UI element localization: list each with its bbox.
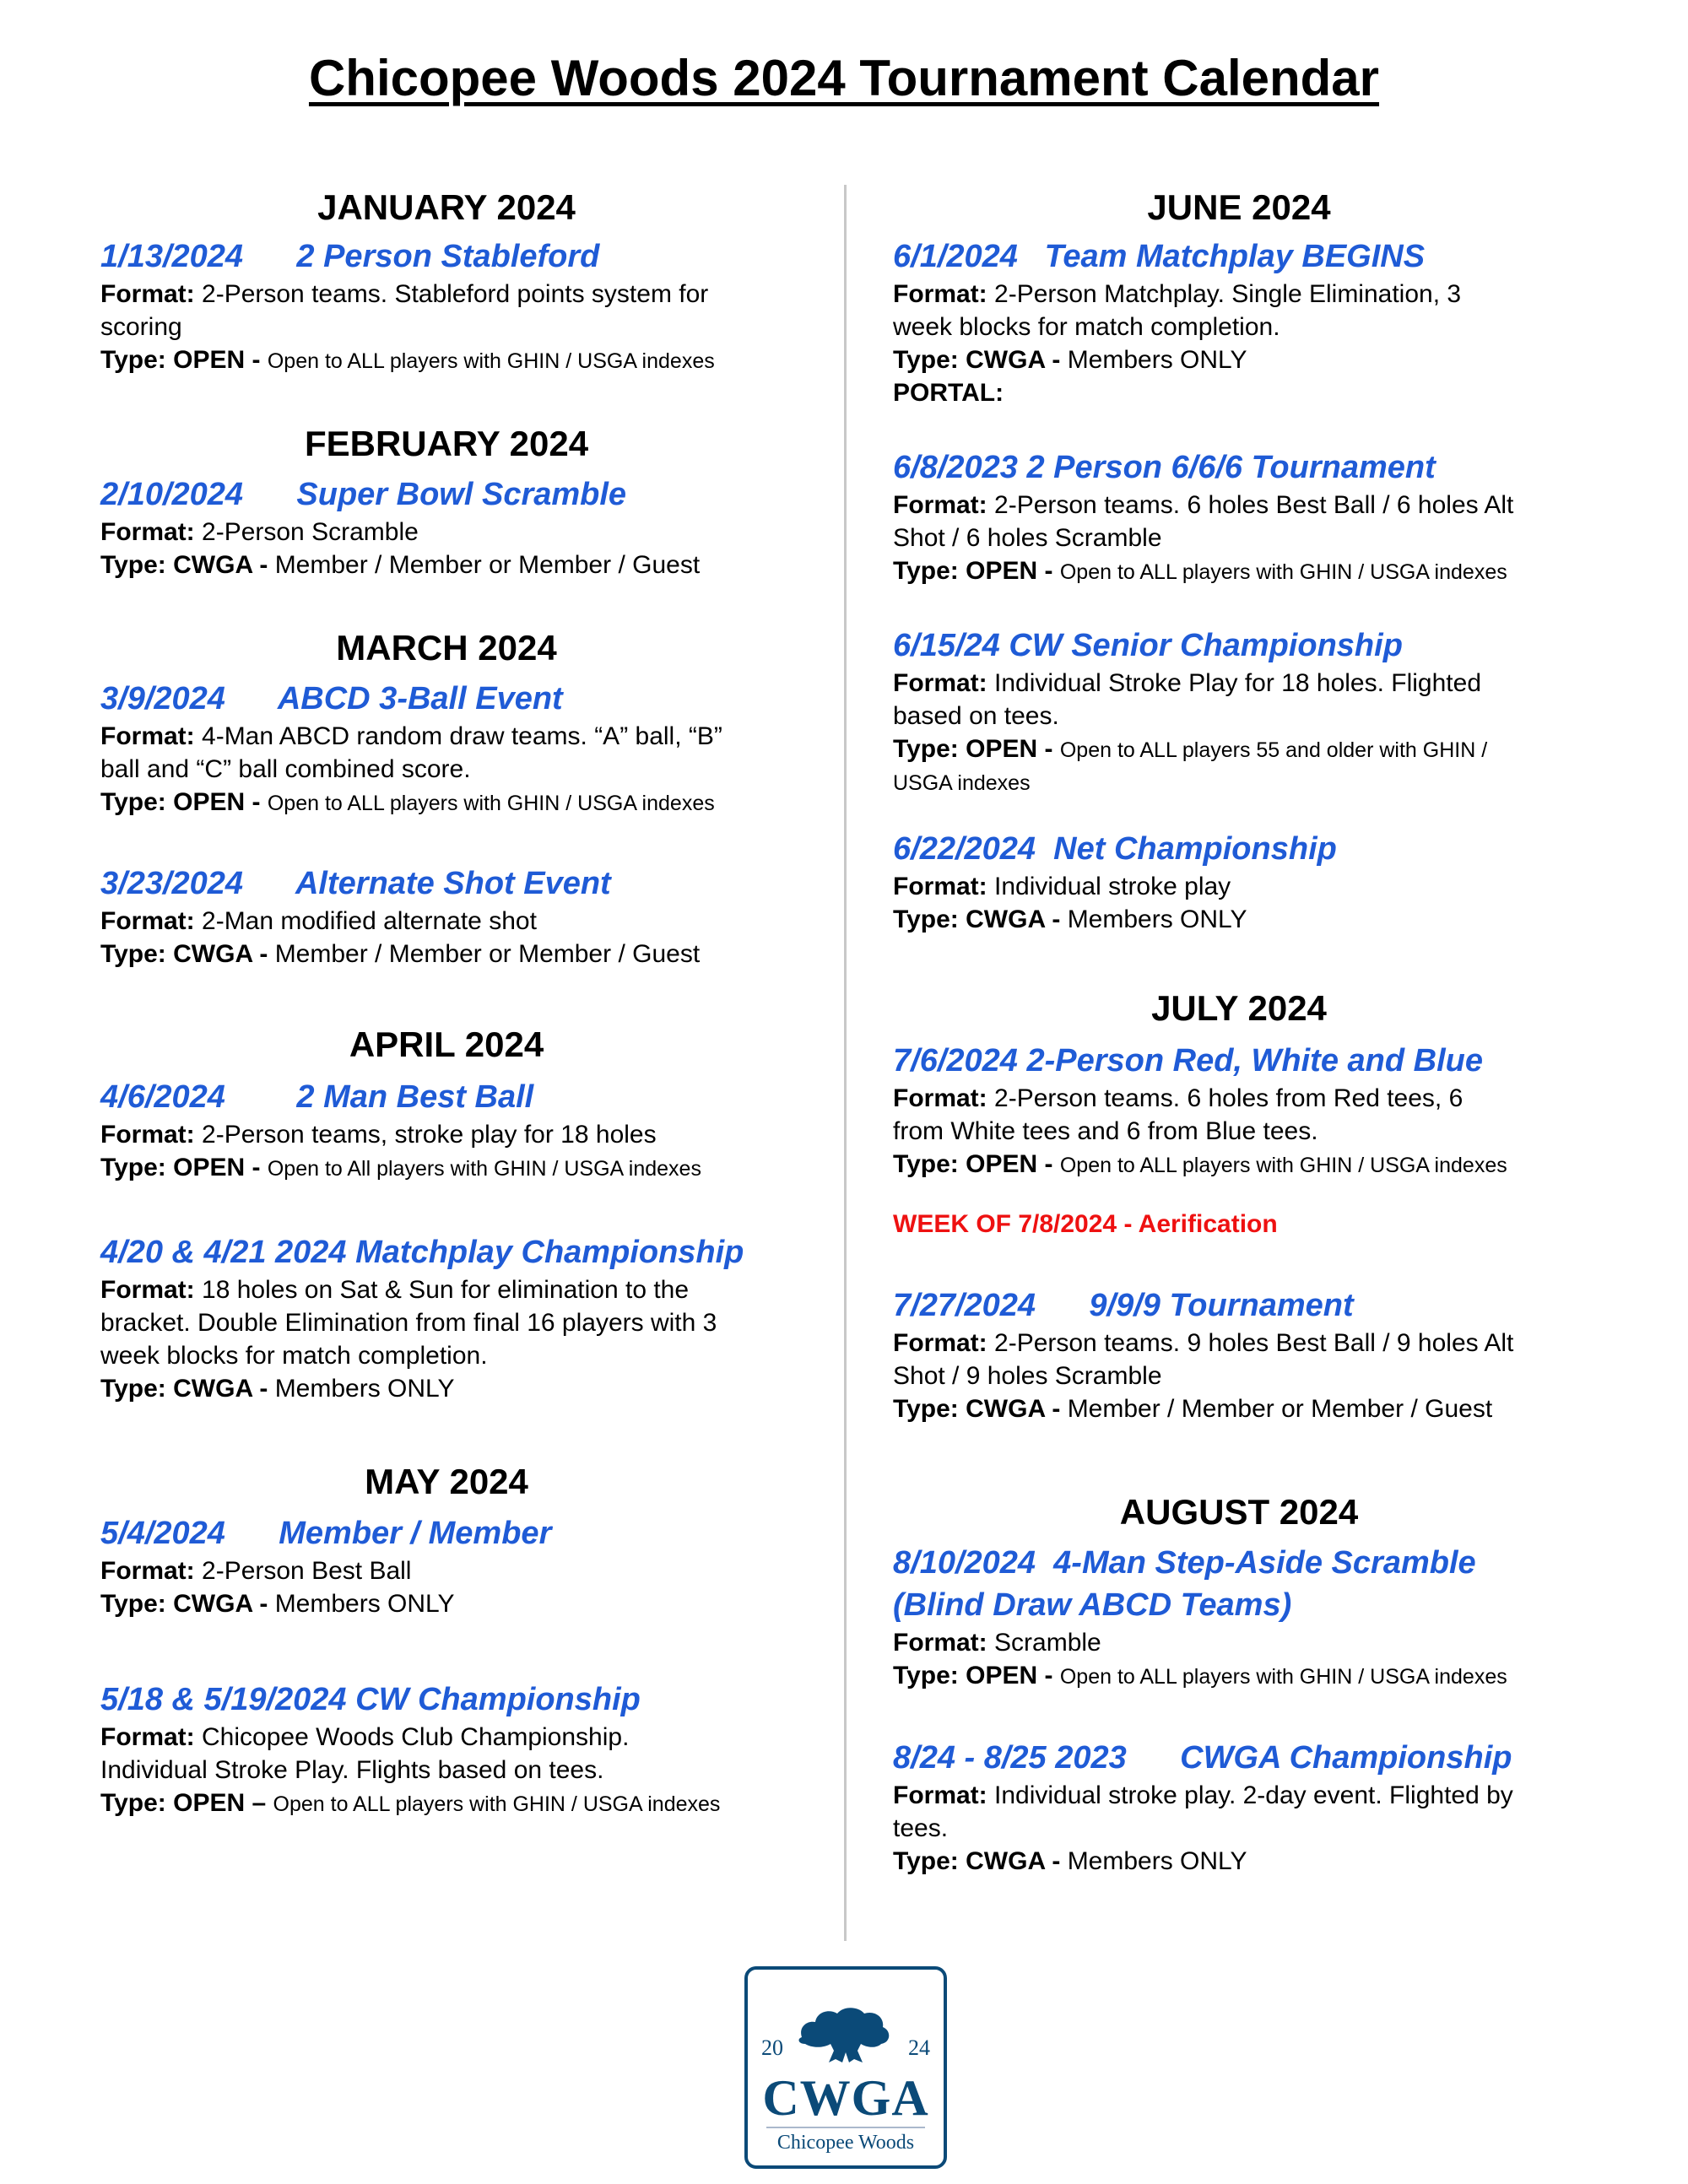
format-line <box>893 1626 1593 1659</box>
format-line <box>893 522 1593 554</box>
event-title: 6/22/2024 Net Championship <box>893 831 1337 867</box>
type-label: Type: <box>100 1154 166 1181</box>
format-line <box>100 1306 801 1339</box>
event-title: 1/13/2024 2 Person Stableford <box>100 239 600 274</box>
format-text: from White tees and 6 from Blue tees. <box>893 1117 1318 1145</box>
format-text: 4-Man ABCD random draw teams. “A” ball, “B” <box>202 722 722 750</box>
format-line <box>100 516 801 549</box>
format-text: ball and “C” ball combined score. <box>100 755 471 783</box>
month-heading: FEBRUARY 2024 <box>304 424 589 463</box>
format-text: week blocks for match completion. <box>893 313 1280 341</box>
format-line <box>100 905 801 938</box>
type-label: Type: <box>100 551 166 579</box>
type-description: Open to ALL players with GHIN / USGA indexes <box>273 1792 721 1816</box>
month-heading: MAY 2024 <box>365 1462 528 1501</box>
cwga-logo <box>744 1966 947 2169</box>
format-line <box>100 753 801 786</box>
logo-year-right: 24 <box>908 2035 930 2060</box>
format-label: Format: <box>100 1557 195 1585</box>
type-label: Type: <box>100 1590 166 1618</box>
format-line <box>893 311 1593 343</box>
event-title: 3/9/2024 ABCD 3-Ball Event <box>100 681 563 716</box>
format-line <box>893 870 1593 903</box>
type-value: OPEN - <box>966 1150 1053 1178</box>
format-text: 2-Person Best Ball <box>202 1557 412 1585</box>
type-line <box>100 549 801 581</box>
format-label: Format: <box>893 669 987 697</box>
month-heading: MARCH 2024 <box>336 628 557 668</box>
type-line <box>893 1148 1593 1182</box>
event-title: 3/23/2024 Alternate Shot Event <box>100 866 611 901</box>
type-value: CWGA - <box>173 940 268 968</box>
format-line <box>893 489 1593 522</box>
type-value: CWGA - <box>173 1590 268 1618</box>
event-entry <box>893 624 1593 800</box>
format-text: 2-Person Matchplay. Single Elimination, 3 <box>994 280 1462 308</box>
type-line <box>100 938 801 970</box>
type-value: OPEN – <box>173 1789 267 1817</box>
format-line <box>100 1554 801 1587</box>
month-heading: JULY 2024 <box>1151 988 1327 1028</box>
page-title-text: Chicopee Woods 2024 Tournament Calendar <box>308 50 1380 106</box>
event-title: 6/1/2024 Team Matchplay BEGINS <box>893 239 1426 274</box>
type-label: Type: <box>893 735 959 763</box>
type-line <box>893 554 1593 589</box>
type-label: Type: <box>893 1662 959 1689</box>
type-line <box>893 903 1593 936</box>
event-title: 7/6/2024 2-Person Red, White and Blue <box>893 1043 1483 1078</box>
format-text: Individual Stroke Play. Flights based on tees. <box>100 1756 604 1784</box>
type-value: OPEN - <box>966 1662 1053 1689</box>
format-text: Individual stroke play <box>994 873 1231 900</box>
event-entry <box>893 1737 1593 1878</box>
format-line <box>893 1327 1593 1360</box>
type-label: Type: <box>100 1375 166 1403</box>
type-label: Type: <box>893 905 959 933</box>
tree-icon <box>795 2003 896 2068</box>
event-entry <box>893 1040 1593 1182</box>
format-label: Format: <box>100 1276 195 1304</box>
format-text: 18 holes on Sat & Sun for elimination to the <box>202 1276 690 1304</box>
format-label: Format: <box>100 518 195 546</box>
format-line <box>100 1273 801 1306</box>
type-line <box>100 1587 801 1620</box>
type-line <box>893 343 1593 376</box>
event-title: 6/15/24 CW Senior Championship <box>893 628 1403 663</box>
format-label: Format: <box>100 1121 195 1149</box>
event-title: 2/10/2024 Super Bowl Scramble <box>100 477 627 512</box>
format-label: Format: <box>893 1629 987 1657</box>
type-description: Members ONLY <box>1067 1847 1247 1875</box>
column-divider <box>844 185 847 1941</box>
type-line <box>893 1659 1593 1694</box>
type-value: CWGA - <box>966 1395 1061 1423</box>
type-value: CWGA - <box>966 905 1061 933</box>
event-entry <box>100 862 801 970</box>
type-label: Type: <box>893 346 959 374</box>
event-entry <box>100 1231 801 1405</box>
month-heading: APRIL 2024 <box>349 1024 544 1064</box>
format-line <box>893 700 1593 733</box>
type-description: Members ONLY <box>1067 905 1247 933</box>
format-line <box>893 278 1593 311</box>
type-description: Open to ALL players with GHIN / USGA indexes <box>1059 1665 1507 1689</box>
type-description: Member / Member or Member / Guest <box>274 940 701 968</box>
format-text: Chicopee Woods Club Championship. <box>202 1723 630 1751</box>
format-label: Format: <box>893 491 987 519</box>
type-line <box>893 733 1593 767</box>
type-value: OPEN - <box>966 735 1053 763</box>
format-text: Individual Stroke Play for 18 holes. Flighted <box>994 669 1482 697</box>
event-entry <box>100 1512 801 1620</box>
type-line <box>100 786 801 820</box>
format-label: Format: <box>100 280 195 308</box>
type-line <box>893 1392 1593 1425</box>
format-line <box>893 1082 1593 1115</box>
format-label: Format: <box>100 907 195 935</box>
event-entry <box>893 1284 1593 1425</box>
portal-label: PORTAL: <box>893 379 1004 407</box>
event-title: 4/20 & 4/21 2024 Matchplay Championship <box>100 1235 744 1270</box>
type-value: OPEN - <box>966 557 1053 585</box>
aerification-notice: WEEK OF 7/8/2024 - Aerification <box>893 1210 1278 1238</box>
event-entry <box>893 235 1593 409</box>
type-label: Type: <box>100 788 166 816</box>
format-line <box>893 1360 1593 1392</box>
logo-year-left: 20 <box>761 2035 783 2060</box>
type-description: Open to ALL players with GHIN / USGA indexes <box>267 349 715 373</box>
type-description-cont: USGA indexes <box>893 771 1031 795</box>
format-line <box>100 311 801 343</box>
format-text: Shot / 6 holes Scramble <box>893 524 1162 552</box>
format-line <box>100 1339 801 1372</box>
type-description: Open to ALL players 55 and older with GHIN / <box>1059 738 1488 762</box>
format-text: 2-Person teams. 6 holes from Red tees, 6 <box>994 1084 1463 1112</box>
format-text: scoring <box>100 313 182 341</box>
format-text: tees. <box>893 1814 949 1842</box>
month-heading: JANUARY 2024 <box>317 187 576 227</box>
event-entry <box>100 473 801 581</box>
type-description: Open to All players with GHIN / USGA indexes <box>267 1157 701 1181</box>
format-label: Format: <box>100 722 195 750</box>
type-label: Type: <box>893 1847 959 1875</box>
type-value: CWGA - <box>173 1375 268 1403</box>
type-label: Type: <box>100 1789 166 1817</box>
format-line <box>100 720 801 753</box>
format-text: Scramble <box>994 1629 1101 1657</box>
format-text: based on tees. <box>893 702 1059 730</box>
format-label: Format: <box>893 1329 987 1357</box>
logo-name: CWGA <box>762 2070 929 2126</box>
format-line <box>100 1118 801 1151</box>
event-entry <box>100 1679 801 1821</box>
type-label: Type: <box>100 346 166 374</box>
type-value: OPEN - <box>173 346 261 374</box>
type-label: Type: <box>893 1395 959 1423</box>
format-text: 2-Man modified alternate shot <box>202 907 537 935</box>
month-heading: AUGUST 2024 <box>1119 1492 1359 1532</box>
type-label: Type: <box>893 557 959 585</box>
type-value: CWGA - <box>966 1847 1061 1875</box>
type-description: Open to ALL players with GHIN / USGA indexes <box>1059 1154 1507 1177</box>
format-line <box>100 278 801 311</box>
type-label: Type: <box>100 940 166 968</box>
type-value: CWGA - <box>173 551 268 579</box>
page-title <box>0 49 1688 107</box>
event-title: 7/27/2024 9/9/9 Tournament <box>893 1288 1354 1323</box>
event-entry <box>100 678 801 820</box>
event-title: 5/18 & 5/19/2024 CW Championship <box>100 1682 641 1717</box>
format-line <box>100 1721 801 1754</box>
event-entry <box>100 1076 801 1186</box>
format-text: bracket. Double Elimination from final 16 players with 3 <box>100 1309 717 1337</box>
event-title: 8/10/2024 4-Man Step-Aside Scramble <box>893 1545 1476 1581</box>
type-value: OPEN - <box>173 1154 261 1181</box>
type-line <box>100 1787 801 1821</box>
type-line <box>100 1372 801 1405</box>
format-text: 2-Person Scramble <box>202 518 419 546</box>
format-text: week blocks for match completion. <box>100 1342 488 1370</box>
type-line <box>100 1151 801 1186</box>
event-title: 6/8/2023 2 Person 6/6/6 Tournament <box>893 450 1436 485</box>
logo-subtitle: Chicopee Woods <box>776 2132 915 2154</box>
type-line <box>100 343 801 378</box>
type-description: Members ONLY <box>274 1375 455 1403</box>
format-text: 2-Person teams. 6 holes Best Ball / 6 holes Alt <box>994 491 1514 519</box>
format-text: 2-Person teams. Stableford points system for <box>202 280 709 308</box>
type-value: CWGA - <box>966 346 1061 374</box>
type-description: Members ONLY <box>274 1590 455 1618</box>
format-text: 2-Person teams. 9 holes Best Ball / 9 holes Alt <box>994 1329 1514 1357</box>
type-label: Type: <box>893 1150 959 1178</box>
format-label: Format: <box>893 1781 987 1809</box>
event-title-line2: (Blind Draw ABCD Teams) <box>893 1587 1292 1623</box>
event-entry <box>893 828 1593 936</box>
event-title: 4/6/2024 2 Man Best Ball <box>100 1079 534 1115</box>
month-heading: JUNE 2024 <box>1147 187 1331 227</box>
type-description: Open to ALL players with GHIN / USGA indexes <box>1059 560 1507 584</box>
format-line <box>893 1779 1593 1812</box>
event-entry <box>100 235 801 378</box>
format-label: Format: <box>893 280 987 308</box>
format-label: Format: <box>893 1084 987 1112</box>
type-line <box>893 1845 1593 1878</box>
type-description: Open to ALL players with GHIN / USGA indexes <box>267 792 715 815</box>
event-title: 8/24 - 8/25 2023 CWGA Championship <box>893 1740 1512 1776</box>
format-line <box>100 1754 801 1787</box>
event-entry <box>893 1542 1593 1694</box>
logo-rule <box>766 2127 925 2128</box>
format-text: Shot / 9 holes Scramble <box>893 1362 1162 1390</box>
format-line <box>893 1812 1593 1845</box>
event-entry <box>893 446 1593 589</box>
type-description: Member / Member or Member / Guest <box>1067 1395 1493 1423</box>
format-text: Individual stroke play. 2-day event. Flighted by <box>994 1781 1513 1809</box>
type-value: OPEN - <box>173 788 261 816</box>
format-line <box>893 667 1593 700</box>
type-description: Members ONLY <box>1067 346 1247 374</box>
format-text: 2-Person teams, stroke play for 18 holes <box>202 1121 657 1149</box>
event-title: 5/4/2024 Member / Member <box>100 1516 552 1551</box>
type-description: Member / Member or Member / Guest <box>274 551 701 579</box>
format-label: Format: <box>100 1723 195 1751</box>
format-label: Format: <box>893 873 987 900</box>
format-line <box>893 1115 1593 1148</box>
